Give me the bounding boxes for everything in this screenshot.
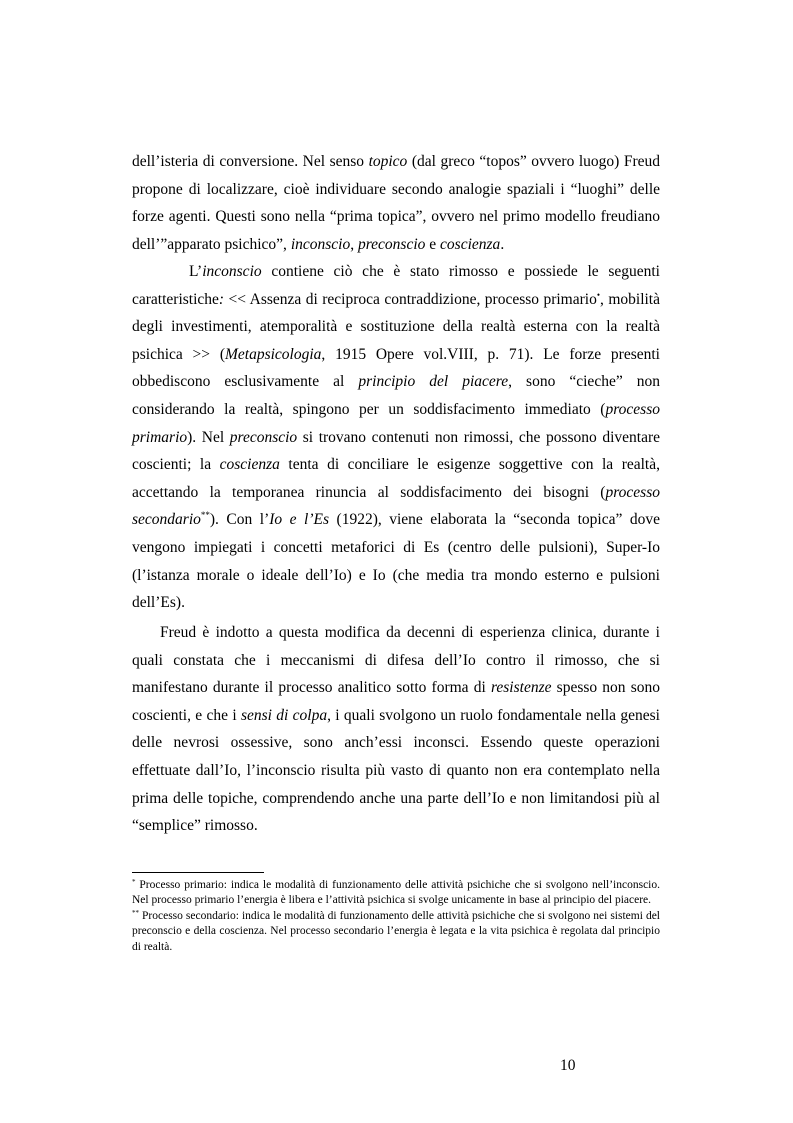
footnote-text: Processo secondario: indica le modalità di funzionamento delle attività psichiche che si svolgono nei sistemi del preconscio e della coscienza. Nel processo secondario l’energia è legata e la vita psichica è regolata dal principio di realtà.	[132, 909, 660, 953]
text-run: L’	[189, 263, 203, 280]
text-run: (dal greco “topos” ovvero luogo) Freud propone di localizzare, cioè individuare secondo analogie spaziali i “luoghi” delle forze agenti. Questi sono nella “prima topica”, ovvero nel primo modello freudiano dell’”apparato psichico”,	[132, 153, 661, 253]
footnote-1	[132, 878, 660, 909]
page-number: 10	[560, 1057, 576, 1074]
footnotes	[132, 878, 660, 955]
paragraph-3	[132, 619, 660, 840]
paragraph-2	[132, 258, 660, 617]
italic-text: preconscio	[229, 428, 298, 446]
italic-text: processo primario	[132, 400, 660, 446]
text-run: spesso non sono coscienti, e che i	[132, 679, 660, 724]
footnote-reference: **	[200, 510, 210, 521]
text-run: , 1915 Opere vol.VIII, p. 71). Le forze presenti obbediscono esclusivamente al	[132, 345, 660, 391]
footnote-2	[132, 909, 660, 955]
text-run: si trovano contenuti non rimossi, che possono diventare coscienti; la	[132, 428, 661, 474]
text-run: e	[425, 235, 441, 253]
italic-text: inconscio	[202, 263, 262, 280]
italic-text: coscienza	[219, 456, 280, 474]
text-run: ). Nel	[187, 428, 230, 446]
italic-text: preconscio	[357, 235, 426, 253]
text-run: , i quali svolgono un ruolo fondamentale nella genesi delle nevrosi ossessive, sono anch’essi inconsci. Essendo queste operazioni effettuate dall’Io, l’inconscio risulta più vasto di quanto non era contemplato nella prima delle topiche, comprendendo anche una parte dell’Io e non limitandosi più al “semplice” rimosso.	[132, 706, 660, 835]
text-run: Freud è indotto a questa modifica da decenni di esperienza clinica, durante i quali constata che i meccanismi di difesa dell’Io contro il rimosso, che si manifestano durante il processo analitico sotto forma di	[132, 624, 660, 697]
italic-text: topico	[368, 153, 408, 170]
text-run: , mobilità degli investimenti, atemporalità e sostituzione della realtà esterna con la realtà psichica >> (	[132, 290, 660, 363]
italic-text: principio del piacere	[358, 373, 509, 391]
italic-text: sensi di colpa	[240, 706, 328, 724]
footnote-marker: **	[132, 908, 139, 917]
text-run: tenta di conciliare le esigenze soggettive con la realtà, accettando la temporanea rinuncia al soddisfacimento dei bisogni (	[132, 456, 660, 501]
italic-text: processo secondario	[132, 483, 660, 529]
text-run: , sono “cieche” non considerando la realtà, spingono per un soddisfacimento immediato (	[132, 373, 660, 418]
footnote-marker: *	[132, 878, 136, 886]
text-run: ,	[350, 235, 358, 253]
italic-text: :	[218, 290, 225, 308]
text-run: ). Con l’	[209, 511, 270, 529]
italic-text: coscienza	[440, 235, 501, 253]
italic-text: Metapsicologia	[224, 345, 322, 363]
footnote-reference: •	[596, 289, 600, 300]
text-run: (1922), viene elaborata la “seconda topica” dove vengono impiegati i concetti metaforici di Es (centro delle pulsioni), Super-Io (l’istanza morale o ideale dell’Io) e Io (che media tra mondo esterno e pulsioni dell’Es).	[132, 511, 660, 612]
italic-text: Io e l’Es	[269, 511, 330, 529]
italic-text: inconscio	[290, 235, 351, 253]
text-run: .	[500, 235, 505, 253]
italic-text: resistenze	[490, 679, 552, 697]
footnote-separator	[132, 872, 264, 873]
text-run: dell’isteria di conversione. Nel senso	[132, 153, 369, 170]
text-run: contiene ciò che è stato rimosso e possiede le seguenti caratteristiche	[132, 263, 660, 308]
paragraph-1	[132, 148, 660, 258]
footnote-text: Processo primario: indica le modalità di funzionamento delle attività psichiche che si svolgono nell’inconscio. Nel processo primario l’energia è libera e l’attività psichica si svolge unicamente in base al principio del piacere.	[132, 879, 660, 907]
text-run: << Assenza di reciproca contraddizione, processo primario	[224, 290, 597, 308]
